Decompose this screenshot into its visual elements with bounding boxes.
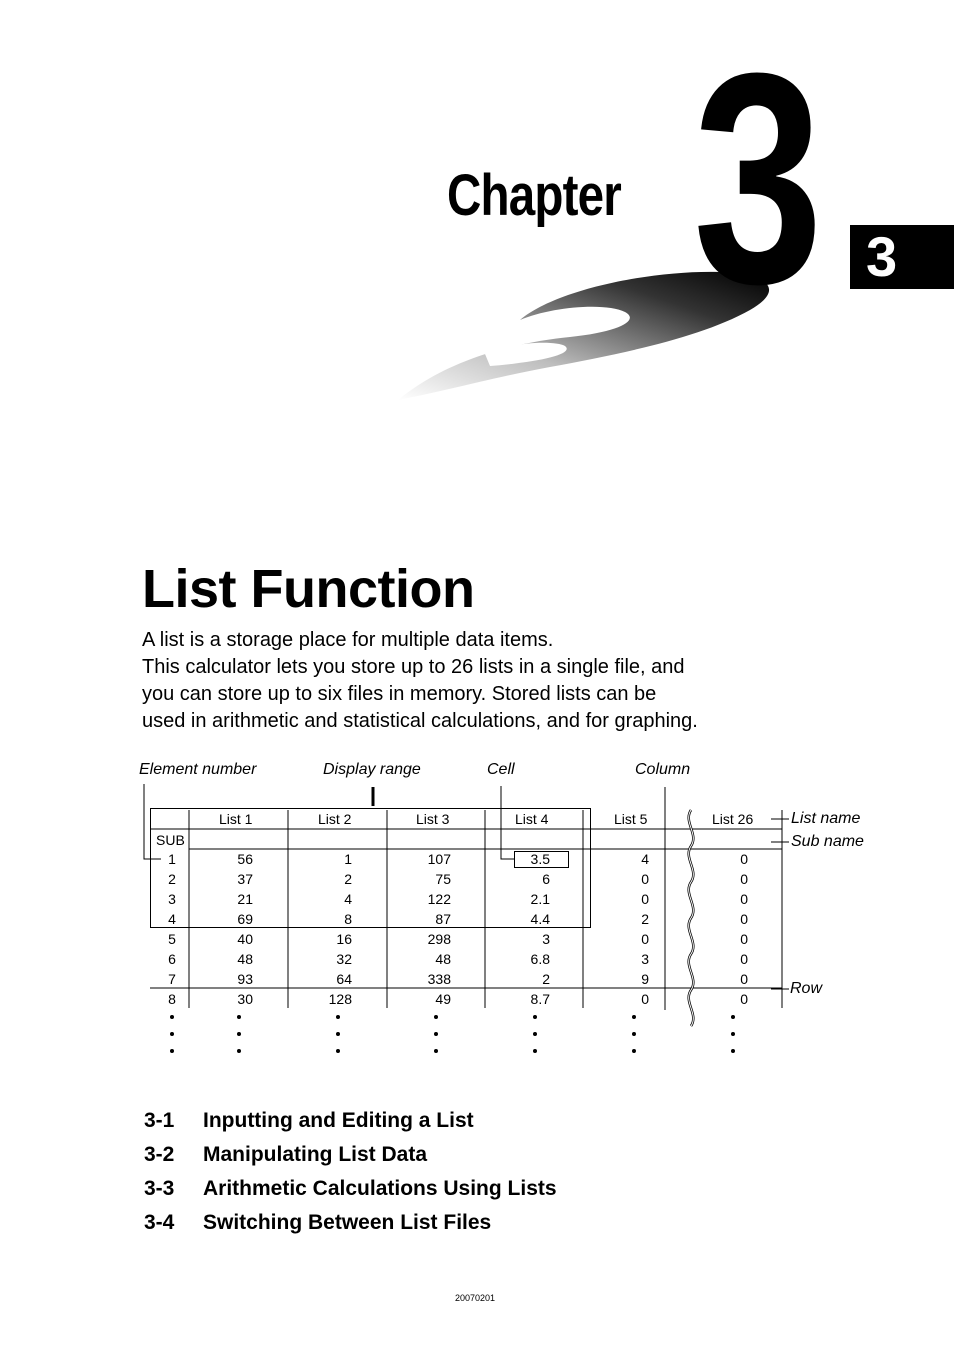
- ellipsis-dot: [237, 1015, 241, 1019]
- intro-line: you can store up to six files in memory. Stored lists can be: [142, 683, 657, 705]
- ellipsis-dot: [731, 1015, 735, 1019]
- ellipsis-dot: [434, 1049, 438, 1053]
- table-cell: 4: [641, 851, 649, 867]
- intro-line: This calculator lets you store up to 26 lists in a single file, and: [142, 656, 685, 678]
- table-cell: 16: [336, 931, 352, 947]
- ellipsis-dot: [170, 1032, 174, 1036]
- column-header: List 26: [712, 811, 754, 827]
- ellipsis-dot: [632, 1049, 636, 1053]
- toc-item[interactable]: [144, 1109, 474, 1133]
- row-number: 3: [168, 891, 176, 907]
- toc-number: 3-4: [144, 1211, 175, 1234]
- table-cell: 87: [435, 911, 451, 927]
- row-number: 1: [168, 851, 176, 867]
- table-cell: 0: [740, 851, 748, 867]
- table-cell: 3.5: [530, 851, 550, 867]
- table-cell: 0: [641, 991, 649, 1007]
- toc-number: 3-2: [144, 1143, 175, 1166]
- table-cell: 21: [237, 891, 253, 907]
- table-cell: 93: [237, 971, 253, 987]
- table-cell: 3: [542, 931, 550, 947]
- ellipsis-dot: [731, 1049, 735, 1053]
- table-cell: 0: [740, 871, 748, 887]
- ellipsis-dot: [731, 1032, 735, 1036]
- row-number: 8: [168, 991, 176, 1007]
- table-cell: 30: [237, 991, 253, 1007]
- table-cell: 56: [237, 851, 253, 867]
- chapter-word: Chapter: [447, 163, 621, 228]
- table-cell: 2.1: [530, 891, 550, 907]
- table-cell: 107: [427, 851, 451, 867]
- row-number: 6: [168, 951, 176, 967]
- toc-title: Switching Between List Files: [203, 1211, 492, 1234]
- row-number: 2: [168, 871, 176, 887]
- table-cell: 0: [740, 971, 748, 987]
- label-display-range: Display range: [323, 761, 421, 778]
- table-cell: 0: [740, 951, 748, 967]
- toc-title: Arithmetic Calculations Using Lists: [203, 1177, 557, 1200]
- column-header: List 3: [416, 811, 450, 827]
- table-cell: 32: [336, 951, 352, 967]
- column-header: List 2: [318, 811, 352, 827]
- table-cell: 298: [427, 931, 451, 947]
- ellipsis-dot: [533, 1032, 537, 1036]
- chapter-tab: 3: [850, 225, 954, 289]
- toc-number: 3-1: [144, 1109, 175, 1132]
- big-chapter-numeral: 3: [693, 10, 821, 346]
- ellipsis-dot: [170, 1049, 174, 1053]
- toc-number: 3-3: [144, 1177, 175, 1200]
- table-cell: 75: [435, 871, 451, 887]
- table-cell: 122: [427, 891, 451, 907]
- table-cell: 0: [740, 911, 748, 927]
- table-cell: 64: [336, 971, 352, 987]
- table-cell: 128: [328, 991, 352, 1007]
- label-cell: Cell: [487, 761, 515, 778]
- table-cell: 2: [542, 971, 550, 987]
- toc-title: Manipulating List Data: [203, 1143, 428, 1166]
- table-cell: 37: [237, 871, 253, 887]
- ellipsis-dot: [533, 1015, 537, 1019]
- table-cell: 2: [344, 871, 352, 887]
- table-cell: 338: [427, 971, 451, 987]
- table-cell: 3: [641, 951, 649, 967]
- ellipsis-dot: [237, 1032, 241, 1036]
- column-header: List 1: [219, 811, 253, 827]
- table-cell: 0: [641, 871, 649, 887]
- footer-code: 20070201: [455, 1293, 496, 1303]
- table-cell: 8.7: [530, 991, 550, 1007]
- table-cell: 1: [344, 851, 352, 867]
- label-element-number: Element number: [139, 761, 257, 778]
- ellipsis-dot: [336, 1015, 340, 1019]
- table-cell: 8: [344, 911, 352, 927]
- intro-line: A list is a storage place for multiple data items.: [142, 629, 554, 651]
- page-title: List Function: [142, 559, 475, 619]
- row-number: 7: [168, 971, 176, 987]
- table-cell: 4: [344, 891, 352, 907]
- table-cell: 49: [435, 991, 451, 1007]
- label-column: Column: [635, 761, 691, 778]
- table-cell: 40: [237, 931, 253, 947]
- ellipsis-dot: [632, 1032, 636, 1036]
- intro-line: used in arithmetic and statistical calculations, and for graphing.: [142, 710, 698, 732]
- ellipsis-dot: [237, 1049, 241, 1053]
- table-cell: 48: [435, 951, 451, 967]
- table-cell: 0: [740, 991, 748, 1007]
- ellipsis-dot: [632, 1015, 636, 1019]
- table-cell: 2: [641, 911, 649, 927]
- toc-item[interactable]: [144, 1143, 427, 1167]
- ellipsis-dot: [336, 1032, 340, 1036]
- column-header: List 4: [515, 811, 549, 827]
- row-number: 4: [168, 911, 176, 927]
- table-cell: 69: [237, 911, 253, 927]
- ellipsis-dot: [533, 1049, 537, 1053]
- ellipsis-dot: [434, 1015, 438, 1019]
- toc-item[interactable]: [144, 1211, 491, 1235]
- ellipsis-dot: [336, 1049, 340, 1053]
- sub-label: SUB: [156, 832, 185, 848]
- column-header: List 5: [614, 811, 648, 827]
- table-cell: 0: [740, 931, 748, 947]
- row-number: 5: [168, 931, 176, 947]
- label-row: Row: [790, 980, 823, 997]
- label-sub-name: Sub name: [791, 833, 864, 850]
- table-cell: 6: [542, 871, 550, 887]
- table-cell: 4.4: [530, 911, 550, 927]
- ellipsis-dot: [434, 1032, 438, 1036]
- table-cell: 0: [740, 891, 748, 907]
- toc-title: Inputting and Editing a List: [203, 1109, 474, 1132]
- table-cell: 6.8: [530, 951, 550, 967]
- table-cell: 0: [641, 891, 649, 907]
- table-cell: 9: [641, 971, 649, 987]
- table-cell: 0: [641, 931, 649, 947]
- toc-item[interactable]: [144, 1177, 557, 1201]
- label-list-name: List name: [791, 810, 861, 827]
- table-cell: 48: [237, 951, 253, 967]
- ellipsis-dot: [170, 1015, 174, 1019]
